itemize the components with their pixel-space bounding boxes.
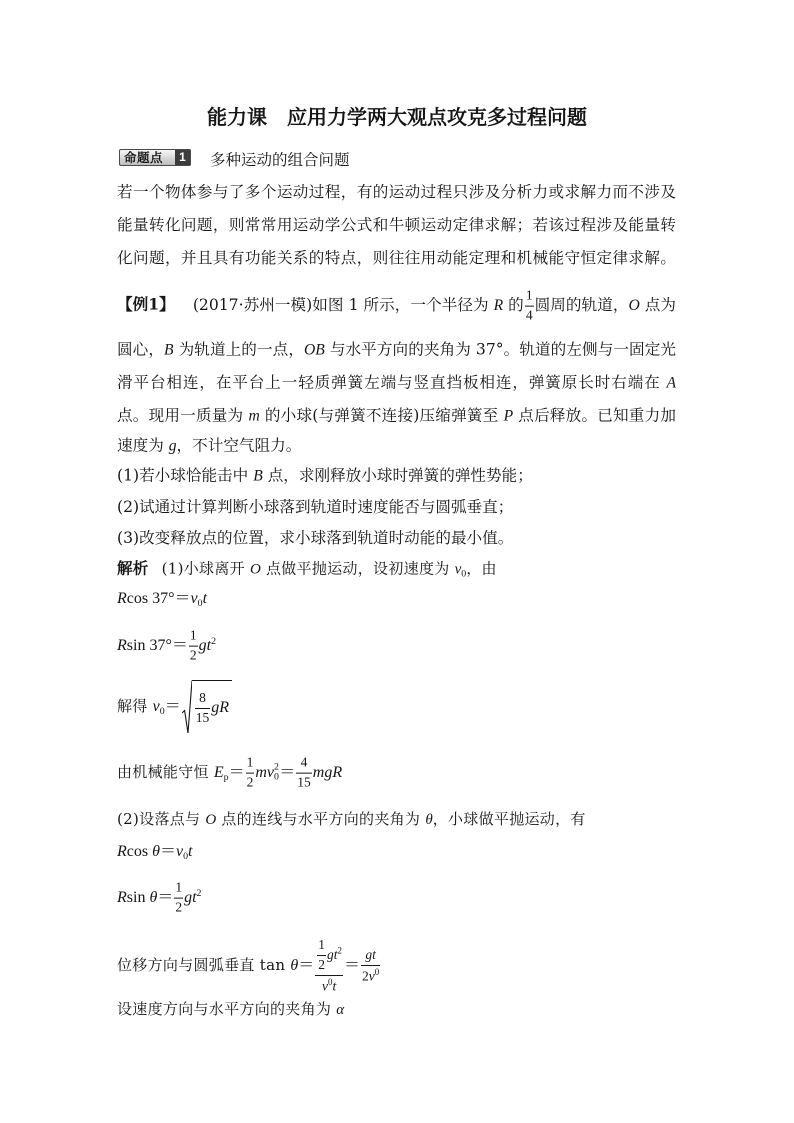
fraction-one-half (246, 755, 255, 792)
fraction-one-half (189, 628, 198, 665)
fraction-denominator (315, 976, 343, 995)
variable-B: B (164, 341, 174, 359)
fraction-numerator: 8 (195, 690, 211, 709)
subscript: p (223, 771, 229, 783)
equals-sign: ＝ (343, 957, 360, 974)
solution-text: 点的连线与水平方向的夹角为 (216, 809, 426, 828)
example-text: 点。现用一质量为 (117, 406, 249, 425)
example-text: 点后释放。已知重力加 (513, 406, 676, 425)
equation-2 (117, 628, 216, 665)
equation-text: sin 37°＝ (126, 637, 188, 654)
question-text: (1)若小球恰能击中 (117, 466, 254, 485)
fraction-denominator: 15 (297, 774, 311, 790)
solution-line-1 (117, 559, 497, 582)
variable-E: E (213, 764, 224, 781)
solution-text: ，小球做平抛运动，有 (432, 809, 586, 828)
example-line-5 (117, 435, 301, 456)
example-line-1 (117, 288, 676, 325)
fraction-denominator: 2 (189, 647, 197, 663)
subscript: 0 (183, 851, 189, 863)
variable-v: v (190, 590, 198, 608)
fraction-numerator: 1 (174, 880, 183, 899)
equation-text: cos 37°＝ (126, 590, 191, 608)
superscript: 2 (211, 636, 216, 648)
variable-g: g (168, 437, 177, 455)
variable-mgR: mgR (312, 764, 343, 781)
variable-O: O (250, 561, 261, 578)
example-text: 点为 (639, 296, 676, 314)
radical-sign-icon (182, 680, 192, 734)
example-text: 为轨道上的一点， (173, 340, 304, 359)
example-line-3 (117, 372, 676, 393)
variable-theta: θ (152, 843, 160, 861)
question-text: 点，求刚释放小球时弹簧的弹性势能； (262, 466, 533, 485)
example-text: 的小球(与弹簧不连接)压缩弹簧至 (259, 406, 504, 425)
superscript: 2 (337, 945, 342, 956)
variable-P: P (503, 407, 514, 425)
topic-heading: 多种运动的组合问题 (210, 150, 350, 169)
superscript: 0 (374, 966, 380, 977)
fraction-denominator (361, 966, 380, 985)
example-text: 圆周的轨道， (534, 296, 629, 314)
equals-sign: ＝ (228, 764, 245, 781)
fraction-one-half (317, 937, 326, 974)
solution-text: 点做平抛运动，设初速度为 (260, 559, 455, 578)
variable-alpha: α (336, 1001, 345, 1018)
fraction-denominator: 2 (246, 774, 254, 790)
topic-badge-number: 1 (175, 150, 190, 165)
example-line-2 (117, 339, 676, 360)
variable-R: R (493, 297, 504, 314)
solution-text: 设速度方向与水平方向的夹角为 (117, 999, 337, 1018)
subscript: 0 (197, 598, 203, 610)
fraction-denominator: 2 (175, 899, 183, 915)
example-text: (2017·苏州一模)如图 1 所示，一个半径为 (192, 296, 494, 314)
compound-fraction (315, 937, 343, 995)
fraction-numerator: 1 (246, 755, 255, 774)
example-text: 的 (503, 296, 524, 314)
variable-theta: θ (425, 811, 433, 828)
variable-gR: gR (211, 699, 230, 717)
example-text: 圆心， (117, 340, 165, 359)
variable-mv: mv (255, 764, 275, 781)
example-label: 【例1】 (117, 295, 175, 314)
variable-m: m (248, 407, 260, 425)
equation-7 (117, 937, 381, 995)
variable-gt: gt (198, 637, 212, 654)
fraction-numerator (315, 937, 343, 976)
variable-t: t (332, 978, 337, 994)
equation-6 (117, 880, 201, 917)
variable-R: R (117, 843, 127, 861)
subscript: 0 (159, 705, 165, 717)
variable-R: R (117, 590, 127, 608)
equation-text: 解得 (117, 697, 153, 715)
square-root (182, 680, 232, 734)
example-line-4 (117, 405, 676, 426)
question-1 (117, 465, 533, 486)
equation-text: 位移方向与圆弧垂直 tan (117, 956, 291, 974)
question-3: (3)改变释放点的位置，求小球落到轨道时动能的最小值。 (117, 528, 514, 547)
variable-A: A (666, 374, 676, 392)
variable-theta: θ (290, 957, 299, 974)
equals-sign: ＝ (298, 957, 315, 974)
fraction-one-quarter (525, 288, 534, 325)
variable-v: v (152, 698, 160, 715)
example-text: ，不计空气阻力。 (176, 436, 302, 455)
equation-text: cos (126, 843, 153, 861)
fraction-numerator: 4 (296, 755, 312, 774)
variable-v: v (175, 843, 184, 861)
intro-line-3: 化问题，并且具有功能关系的特点，则往往用动能定理和机械能守恒定律求解。 (117, 248, 676, 267)
equals-sign: ＝ (159, 843, 176, 861)
fraction-denominator: 15 (195, 710, 210, 725)
intro-line-1: 若一个物体参与了多个运动过程，有的运动过程只涉及分析力或求解力而不涉及 (117, 182, 676, 201)
equals-sign: ＝ (157, 889, 174, 906)
variable-v: v (368, 968, 375, 984)
fraction-gt-over-2v (361, 947, 380, 985)
fraction-eight-fifteenths (195, 690, 211, 727)
variable-O: O (628, 297, 640, 314)
solution-label: 解析 (117, 558, 149, 578)
variable-t: t (202, 590, 208, 608)
example-text: 速度为 (117, 436, 169, 455)
variable-B: B (253, 467, 263, 485)
example-text: 滑平台相连，在平台上一轻质弹簧左端与竖直挡板相连，弹簧原长时右端在 (117, 373, 667, 392)
superscript: 2 (196, 888, 202, 900)
intro-line-2: 能量转化问题，则常常用运动学公式和牛顿运动定律求解；若该过程涉及能量转 (117, 215, 676, 234)
equation-5 (117, 842, 192, 864)
variable-O: O (205, 811, 217, 828)
fraction-numerator: gt (361, 947, 380, 966)
equation-text: 由机械能守恒 (117, 763, 214, 781)
equation-3 (117, 680, 232, 734)
equals-sign: ＝ (279, 764, 296, 781)
question-2: (2)试通过计算判断小球落到轨道时速度能否与圆弧垂直； (117, 497, 514, 516)
variable-gt: gt (327, 946, 338, 962)
equation-4 (117, 755, 342, 792)
variable-t: t (188, 843, 193, 861)
variable-R: R (117, 637, 127, 654)
fraction-numerator: 1 (189, 628, 198, 647)
variable-v: v (454, 561, 462, 578)
topic-badge-label: 命题点 (124, 150, 164, 165)
equals-sign: ＝ (164, 698, 181, 715)
variable-theta: θ (149, 889, 158, 906)
variable-R: R (117, 889, 127, 906)
page-title: 能力课 应用力学两大观点攻克多过程问题 (207, 105, 587, 129)
variable-gt: gt (184, 889, 197, 906)
solution-text: (2)设落点与 (117, 809, 206, 828)
superscript: 0 (328, 976, 333, 987)
solution-text: ，由 (466, 559, 497, 578)
solution-line-2 (117, 810, 586, 831)
fraction-four-fifteenths (296, 755, 312, 792)
solution-text: (1)小球离开 (161, 559, 251, 578)
coefficient: 2 (361, 968, 369, 984)
fraction-denominator: 4 (525, 307, 533, 323)
equation-text: sin (126, 889, 150, 906)
fraction-numerator: 1 (317, 937, 326, 956)
superscript: 2 (274, 762, 280, 774)
equation-1 (117, 589, 207, 611)
radicand (192, 680, 232, 734)
example-text: 与水平方向的夹角为 37°。轨道的左侧与一固定光 (324, 340, 676, 359)
fraction-numerator: 1 (525, 288, 534, 307)
fraction-one-half (174, 880, 183, 917)
topic-badge (119, 149, 191, 166)
fraction-denominator: 2 (318, 956, 325, 972)
solution-line-3 (117, 1000, 344, 1021)
variable-OB: OB (304, 341, 325, 359)
variable-v: v (322, 978, 328, 994)
subscript: 0 (461, 568, 467, 580)
subscript: 0 (274, 772, 280, 783)
